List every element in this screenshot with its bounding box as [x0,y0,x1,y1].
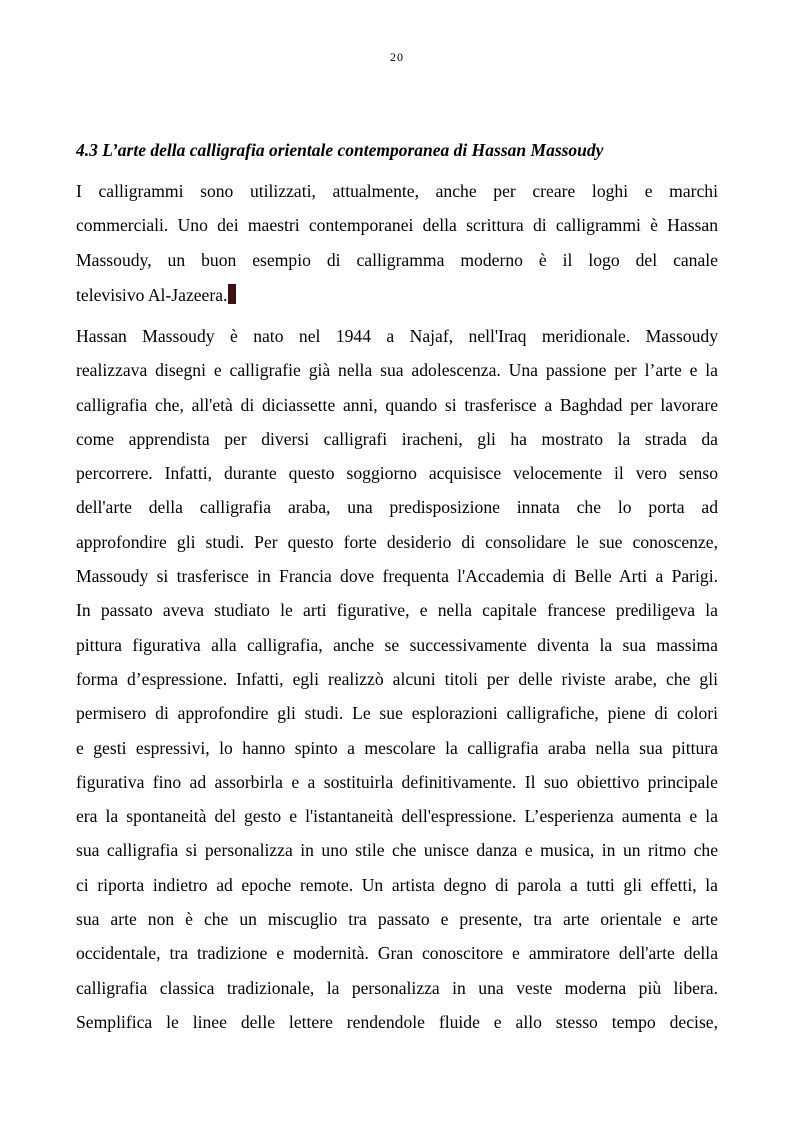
text-line: calligrafia classica tradizionale, la personalizza in una veste moderna più libera. [76,977,718,998]
text-line: sua arte non è che un miscuglio tra passato e presente, tra arte orientale e arte [76,909,718,930]
text-line: permisero di approfondire gli studi. Le sue esplorazioni calligrafiche, piene di colori [76,703,718,724]
text-line: In passato aveva studiato le arti figurative, e nella capitale francese prediligeva la [76,600,718,621]
text-cursor-marker [228,284,236,304]
text-line: Hassan Massoudy è nato nel 1944 a Najaf, nell'Iraq meridionale. Massoudy [76,326,718,346]
text-line: calligrafia che, all'età di diciassette anni, quando si trasferisce a Baghdad per lavorare [76,394,718,415]
text-line: dell'arte della calligrafia araba, una predisposizione innata che lo porta ad [76,497,718,518]
paragraph-1 [76,181,718,318]
text-line: pittura figurativa alla calligrafia, anche se successivamente diventa la sua massima [76,634,718,655]
page-number: 20 [390,50,404,64]
text-line: Massoudy, un buon esempio di calligramma moderno è il logo del canale [76,249,718,270]
text-line: realizzava disegni e calligrafie già nella sua adolescenza. Una passione per l’arte e la [76,360,718,381]
text-line: e gesti espressivi, lo hanno spinto a mescolare la calligrafia araba nella sua pittura [76,737,718,758]
text-line: ci riporta indietro ad epoche remote. Un artista degno di parola a tutti gli effetti, la [76,874,718,895]
text-line: Massoudy si trasferisce in Francia dove frequenta l'Accademia di Belle Arti a Parigi. [76,566,718,587]
text-line: commerciali. Uno dei maestri contemporanei della scrittura di calligrammi è Hassan [76,215,718,236]
text-line: forma d’espressione. Infatti, egli realizzò alcuni titoli per delle riviste arabe, che gli [76,668,718,689]
section-heading: 4.3 L’arte della calligrafia orientale contemporanea di Hassan Massoudy [76,140,604,160]
text-line: era la spontaneità del gesto e l'istantaneità dell'espressione. L’esperienza aumenta e la [76,806,718,827]
text-line: Semplifica le linee delle lettere rendendole fluide e allo stesso tempo decise, [76,1011,718,1032]
text-line-content: televisivo Al-Jazeera. [76,284,228,305]
text-line: occidentale, tra tradizione e modernità. Gran conoscitore e ammiratore dell'arte della [76,943,718,964]
text-line-last [76,284,718,318]
text-line: approfondire gli studi. Per questo forte desiderio di consolidare le sue conoscenze, [76,531,718,552]
text-line: sua calligrafia si personalizza in uno stile che unisce danza e musica, in un ritmo che [76,840,718,861]
paragraph-2 [76,326,718,1046]
text-line: I calligrammi sono utilizzati, attualmente, anche per creare loghi e marchi [76,181,718,201]
text-line: come apprendista per diversi calligrafi iracheni, gli ha mostrato la strada da [76,428,718,449]
text-line: figurativa fino ad assorbirla e a sostituirla definitivamente. Il suo obiettivo principale [76,771,718,792]
text-line: percorrere. Infatti, durante questo soggiorno acquisisce velocemente il vero senso [76,463,718,484]
